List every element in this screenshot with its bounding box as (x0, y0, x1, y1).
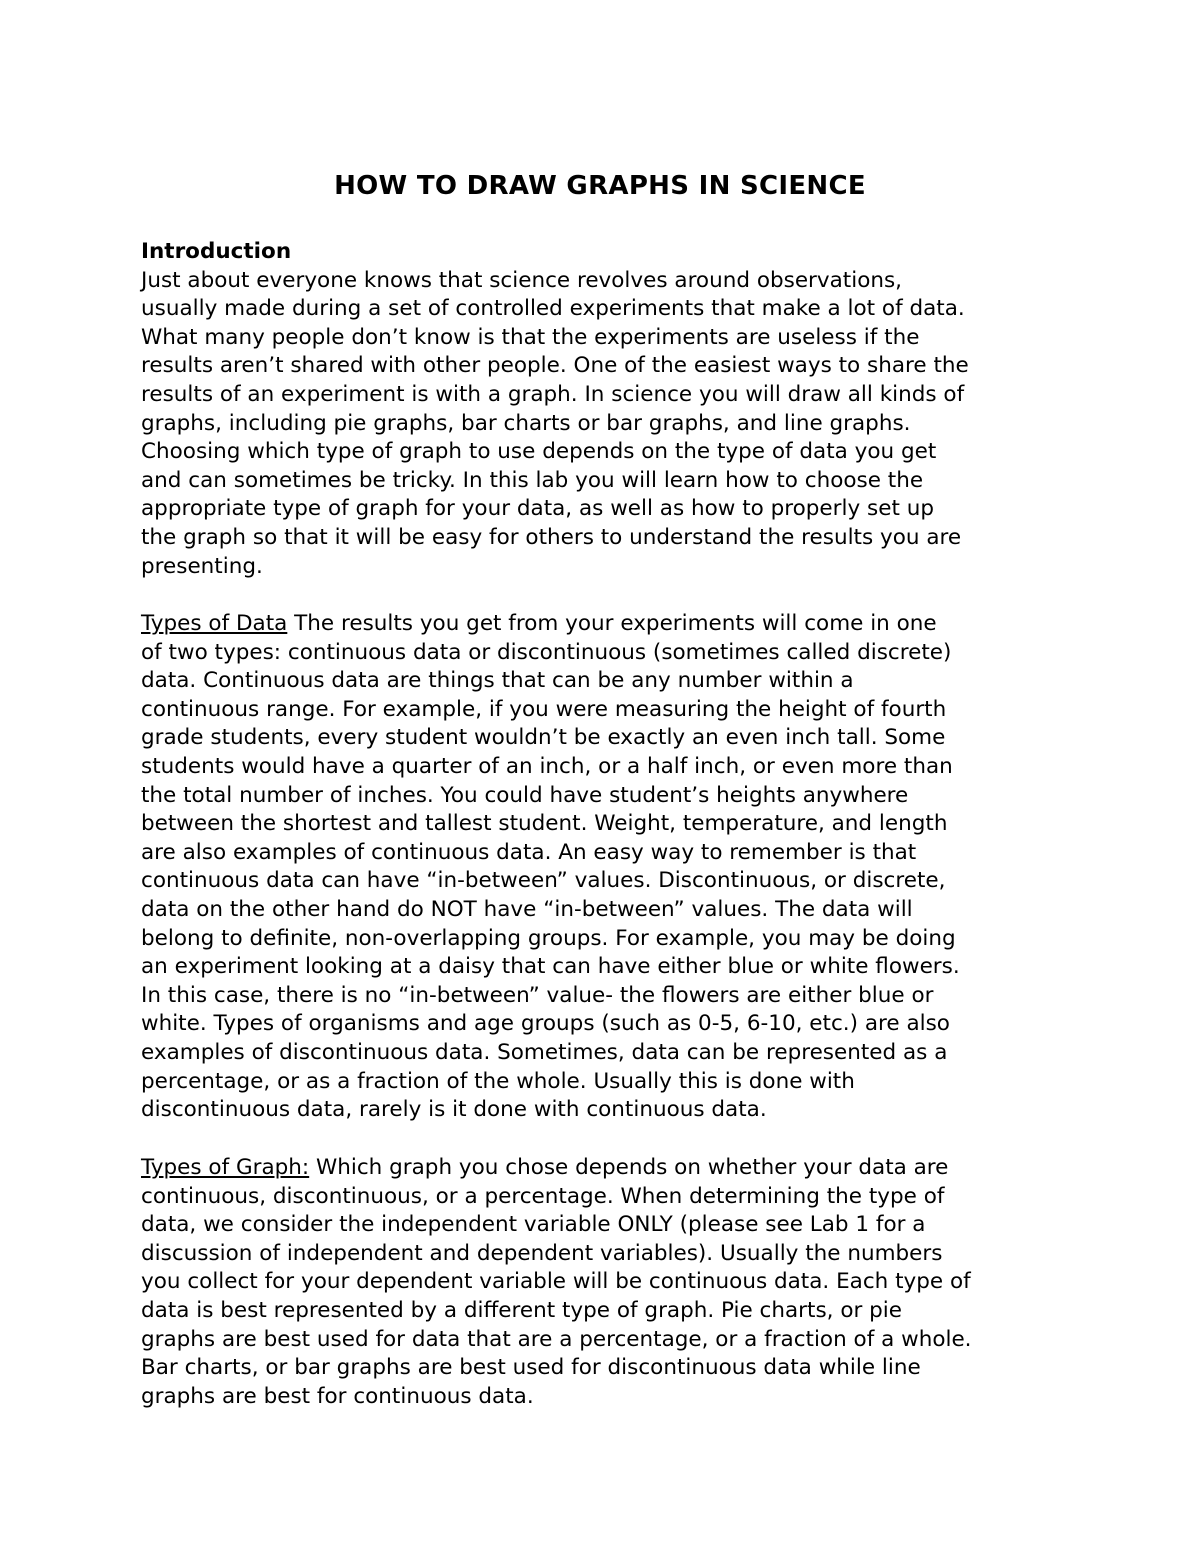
types-of-data-label: Types of Data (141, 611, 288, 636)
introduction-heading: Introduction (141, 239, 292, 264)
introduction-section (141, 238, 1101, 581)
types-of-graph-section (141, 1154, 1101, 1411)
types-of-graph-label: Types of Graph: (141, 1155, 310, 1180)
document-title: HOW TO DRAW GRAPHS IN SCIENCE (334, 171, 866, 201)
types-of-data-paragraph: The results you get from your experiments will come in one of two types: continuous data or discontinuous (sometimes called discrete) data. Continuous data are things that can be any number within a continuous range. For example, if you were measuring the height of fourth grade students, every student wouldn’t be exactly an even inch tall. Some students would have a quarter of an inch, or a half inch, or even more than the total number of inches. You could have student’s heights anywhere between the shortest and tallest student. Weight, temperature, and length are also examples of continuous data. An easy way to remember is that continuous data can have “in-between” values. Discontinuous, or discrete, data on the other hand do NOT have “in-between” values. The data will belong to definite, non-overlapping groups. For example, you may be doing an experiment looking at a daisy that can have either blue or white flowers. In this case, there is no “in-between” value- the flowers are either blue or white. Types of organisms and age groups (such as 0-5, 6-10, etc.) are also examples of discontinuous data. Sometimes, data can be represented as a percentage, or as a fraction of the whole. Usually this is done with discontinuous data, rarely is it done with continuous data. (141, 611, 960, 1123)
introduction-paragraph: Just about everyone knows that science revolves around observations, usually made during a set of controlled experiments that make a lot of data. What many people don’t know is that the experiments are useless if the results aren’t shared with other people. One of the easiest ways to share the results of an experiment is with a graph. In science you will draw all kinds of graphs, including pie graphs, bar charts or bar graphs, and line graphs. Choosing which type of graph to use depends on the type of data you get and can sometimes be tricky. In this lab you will learn how to choose the appropriate type of graph for your data, as well as how to properly set up the graph so that it will be easy for others to understand the results you are presenting. (141, 267, 969, 579)
types-of-data-section (141, 610, 1101, 1125)
types-of-graph-paragraph: Which graph you chose depends on whether your data are continuous, discontinuous, or a percentage. When determining the type of data, we consider the independent variable ONLY (please see Lab 1 for a discussion of independent and dependent variables). Usually the numbers you collect for your dependent variable will be continuous data. Each type of data is best represented by a different type of graph. Pie charts, or pie graphs are best used for data that are a percentage, or a fraction of a whole. Bar charts, or bar graphs are best used for discontinuous data while line graphs are best for continuous data. (141, 1155, 972, 1409)
